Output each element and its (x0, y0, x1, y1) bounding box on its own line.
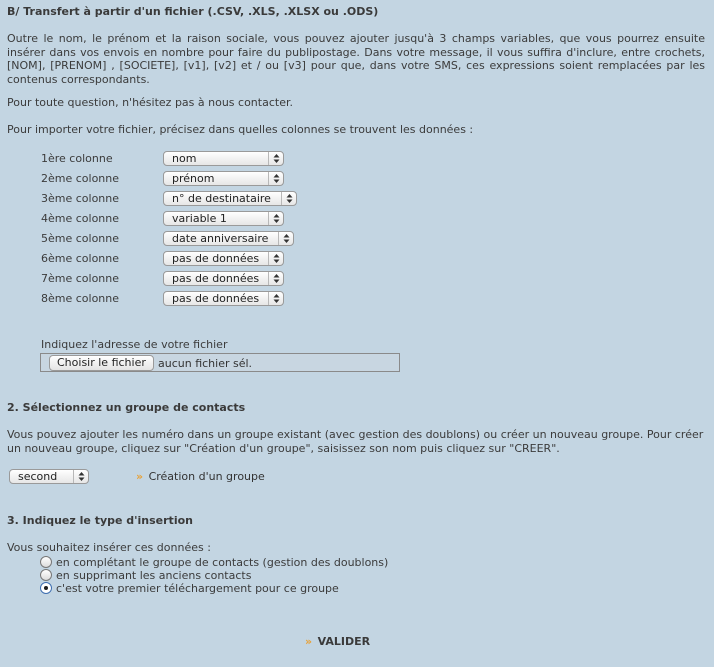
file-status: aucun fichier sél. (158, 357, 253, 370)
section-b-title: B/ Transfert à partir d'un fichier (.CSV, .XLS, .XLSX ou .ODS) (7, 5, 379, 18)
column-select-7[interactable]: pas de données (163, 271, 284, 286)
chevron-updown-icon (268, 292, 283, 305)
chevron-updown-icon (281, 192, 296, 205)
chevron-updown-icon (268, 172, 283, 185)
chevron-updown-icon (73, 470, 88, 483)
column-label-1: 1ère colonne (41, 152, 113, 165)
column-label-8: 8ème colonne (41, 292, 120, 305)
section-b-intro: Outre le nom, le prénom et la raison sociale, vous pouvez ajouter jusqu'à 3 champs variables, que vous pourrez ensuite insérer dans vos envois en nombre pour faire du publipostage. Dans votre message, il vous suffira d'inclure, entre crochets, [NOM], [PRENOM] , [SOCIETE], [v1], [v2] et / ou [v3] pour que, dans votre SMS, ces expressions soient remplacées par les contenus correspondants. (7, 32, 705, 86)
double-chevron-right-icon: ›› (136, 470, 142, 483)
column-label-4: 4ème colonne (41, 212, 120, 225)
column-label-7: 7ème colonne (41, 272, 120, 285)
radio-button[interactable] (40, 569, 52, 581)
column-select-4[interactable]: variable 1 (163, 211, 284, 226)
section-2-text: Vous pouvez ajouter les numéro dans un groupe existant (avec gestion des doublons) ou créer un nouveau groupe. Pour créer un nouveau groupe, cliquez sur "Création d'un groupe", saisissez son nom puis cliquez sur "CREER". (7, 428, 704, 455)
chevron-updown-icon (268, 272, 283, 285)
file-label: Indiquez l'adresse de votre fichier (41, 338, 228, 351)
chevron-updown-icon (268, 152, 283, 165)
section-2-title: 2. Sélectionnez un groupe de contacts (7, 401, 246, 414)
column-label-3: 3ème colonne (41, 192, 120, 205)
choose-file-button[interactable]: Choisir le fichier (49, 355, 154, 371)
column-label-2: 2ème colonne (41, 172, 120, 185)
create-group-link[interactable]: ›› Création d'un groupe (136, 470, 265, 483)
column-select-8[interactable]: pas de données (163, 291, 284, 306)
section-3-title: 3. Indiquez le type d'insertion (7, 514, 193, 527)
file-input[interactable] (40, 353, 400, 372)
column-select-3[interactable]: n° de destinataire (163, 191, 297, 206)
column-label-6: 6ème colonne (41, 252, 120, 265)
chevron-updown-icon (268, 212, 283, 225)
column-select-1[interactable]: nom (163, 151, 284, 166)
insertion-prompt: Vous souhaitez insérer ces données : (7, 541, 211, 554)
double-chevron-right-icon: ›› (305, 635, 311, 648)
columns-intro: Pour importer votre fichier, précisez dans quelles colonnes se trouvent les données : (7, 123, 474, 136)
chevron-updown-icon (268, 252, 283, 265)
validate-button[interactable]: ›› VALIDER (305, 635, 371, 648)
chevron-updown-icon (278, 232, 293, 245)
column-select-5[interactable]: date anniversaire (163, 231, 294, 246)
column-label-5: 5ème colonne (41, 232, 120, 245)
column-select-6[interactable]: pas de données (163, 251, 284, 266)
radio-button-selected[interactable] (40, 582, 52, 594)
group-select[interactable]: second (9, 469, 89, 484)
contact-question: Pour toute question, n'hésitez pas à nous contacter. (7, 96, 293, 109)
radio-button[interactable] (40, 556, 52, 568)
column-select-2[interactable]: prénom (163, 171, 284, 186)
